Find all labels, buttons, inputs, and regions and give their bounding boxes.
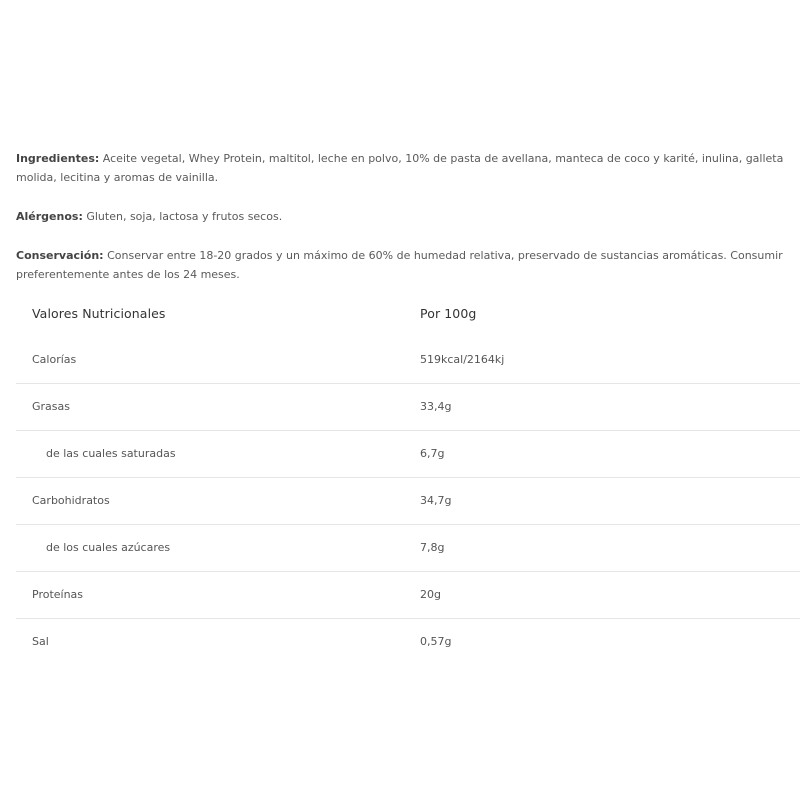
allergens-label: Alérgenos: [16,210,83,223]
table-row [16,477,800,524]
table-row [16,430,800,477]
table-row [16,618,800,665]
ingredients-paragraph [16,149,800,187]
nutrient-value: 34,7g [420,477,800,524]
allergens-text: Gluten, soja, lactosa y frutos secos. [82,210,283,223]
nutrient-value: 33,4g [420,383,800,430]
nutrient-name: Carbohidratos [16,477,420,524]
ingredients-label: Ingredientes: [16,152,100,165]
ingredients-text: Aceite vegetal, Whey Protein, maltitol, leche en polvo, 10% de pasta de avellana, manteca de coco y karité, inulina, galleta molida, lecitina y aromas de vainilla. [16,152,784,184]
product-info [16,149,800,284]
nutrition-table-header [16,290,800,336]
nutrient-value: 20g [420,571,800,618]
nutrient-name: Sal [16,618,420,665]
nutrient-name: Proteínas [16,571,420,618]
conservation-paragraph [16,246,800,284]
header-per-100g: Por 100g [420,305,477,321]
allergens-paragraph [16,207,800,226]
table-row [16,336,800,383]
conservation-text: Conservar entre 18-20 grados y un máximo de 60% de humedad relativa, preservado de sustancias aromáticas. Consumir preferentemente antes de los 24 meses. [16,249,783,281]
table-row [16,571,800,618]
header-nutritional-values: Valores Nutricionales [32,305,166,321]
table-row [16,524,800,571]
nutrient-name: Grasas [16,383,420,430]
nutrient-value: 0,57g [420,618,800,665]
table-row [16,383,800,430]
nutrient-name: Calorías [32,352,77,366]
nutrient-value: 7,8g [420,524,800,571]
nutrient-value: 519kcal/2164kj [420,352,505,366]
nutrient-name: de las cuales saturadas [16,430,420,477]
nutrient-value: 6,7g [420,430,800,477]
conservation-label: Conservación: [16,249,104,262]
nutrient-name: de los cuales azúcares [16,524,420,571]
nutrition-table [16,290,800,665]
